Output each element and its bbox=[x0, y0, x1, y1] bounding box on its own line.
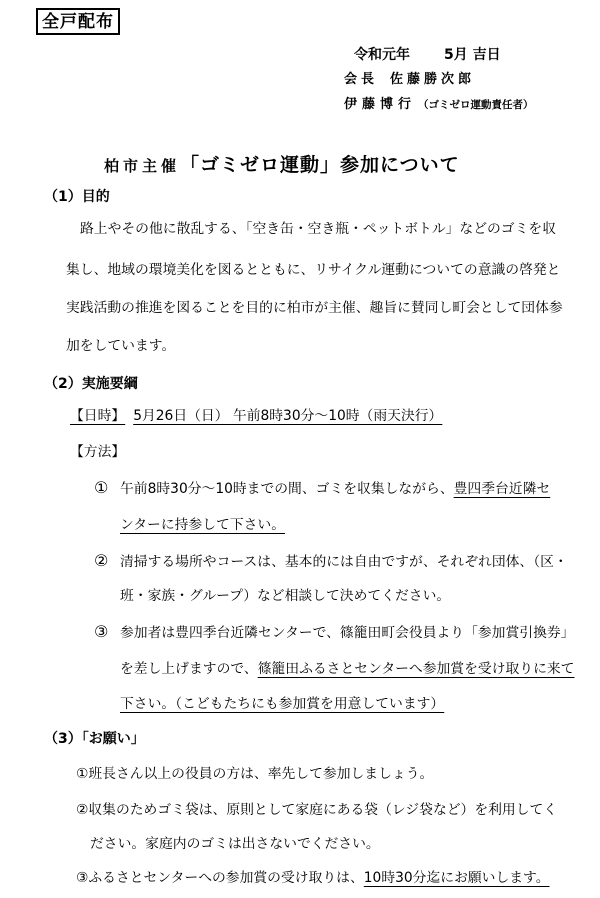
method-item-3 bbox=[94, 621, 574, 641]
section1-line: 集し、地域の環境美化を図るとともに、リサイクル運動についての意識の啓発と bbox=[66, 262, 561, 278]
method-label: 【方法】 bbox=[70, 444, 126, 460]
title-main: 「ゴミゼロ運動」参加について bbox=[180, 154, 460, 176]
item-text: 清掃する場所やコースは、基本的には自由ですが、それぞれ団体、（区・ bbox=[120, 554, 568, 570]
request-item-3 bbox=[76, 866, 550, 886]
request-item-1: ①班長さん以上の役員の方は、率先して参加しましょう。 bbox=[76, 766, 434, 782]
president-name: 佐藤勝次郎 bbox=[390, 72, 476, 87]
section3-heading: （3）「お願い」 bbox=[44, 731, 145, 747]
responsible-line bbox=[344, 93, 534, 112]
request-item-2-cont: ださい。家庭内のゴミは出さないでください。 bbox=[90, 836, 380, 852]
item-text-underlined: 豊四季台近隣セ bbox=[453, 481, 551, 497]
method-item-3-cont2: 下さい。（こどもたちにも参加賞を用意しています） bbox=[120, 696, 445, 712]
item-text: を差し上げますので、 bbox=[120, 661, 258, 677]
issue-date bbox=[354, 44, 501, 64]
method-item-3-cont bbox=[120, 657, 574, 677]
item-text-underlined: 篠籠田ふるさとセンターへ参加賞を受け取りに来て bbox=[257, 661, 575, 677]
distribution-stamp: 全戸配布 bbox=[36, 8, 120, 35]
method-item-2 bbox=[94, 550, 568, 570]
item-number: ② bbox=[94, 551, 109, 570]
era-year: 令和元年 bbox=[354, 47, 410, 63]
item-text-underlined: 10時30分迄にお願いします。 bbox=[363, 870, 550, 886]
method-item-1 bbox=[94, 477, 550, 497]
responsible-name: 伊藤博行 bbox=[344, 97, 417, 112]
section1-line: 路上やその他に散乱する、「空き缶・空き瓶・ペットボトル」などのゴミを収 bbox=[80, 221, 556, 237]
president-line bbox=[344, 68, 475, 87]
method-item-2-cont: 班・家族・グループ）など相談して決めてください。 bbox=[120, 588, 451, 604]
schedule-line bbox=[70, 404, 442, 424]
schedule-label: 【日時】 bbox=[70, 408, 126, 424]
item-text: ③ふるさとセンターへの参加賞の受け取りは、 bbox=[76, 870, 364, 886]
section1-line: 実践活動の推進を図ることを目的に柏市が主催、趣旨に賛同し町会として団体参 bbox=[66, 300, 563, 316]
president-label: 会長 bbox=[344, 72, 379, 87]
month-day: 5月 吉日 bbox=[444, 47, 501, 63]
item-text: 参加者は豊四季台近隣センターで、篠籠田町会役員より「参加賞引換券」 bbox=[120, 625, 575, 641]
section1-heading: （1）目的 bbox=[44, 189, 110, 205]
section1-line: 加をしています。 bbox=[66, 338, 176, 354]
method-item-1-cont: ンターに持参して下さい。 bbox=[120, 517, 286, 533]
item-number: ① bbox=[94, 478, 109, 497]
item-text: 午前8時30分～10時までの間、ゴミを収集しながら、 bbox=[120, 481, 454, 497]
section2-heading: （2）実施要綱 bbox=[44, 376, 138, 392]
responsible-note: （ゴミゼロ運動責任者） bbox=[418, 99, 534, 111]
request-item-2: ②収集のためゴミ袋は、原則として家庭にある袋（レジ袋など）を利用してく bbox=[76, 802, 558, 818]
schedule-value: 5月26日（日） 午前8時30分～10時（雨天決行） bbox=[133, 408, 443, 424]
item-number: ③ bbox=[94, 622, 109, 641]
document-title bbox=[104, 150, 460, 177]
title-prefix: 柏市主催 bbox=[104, 157, 181, 175]
